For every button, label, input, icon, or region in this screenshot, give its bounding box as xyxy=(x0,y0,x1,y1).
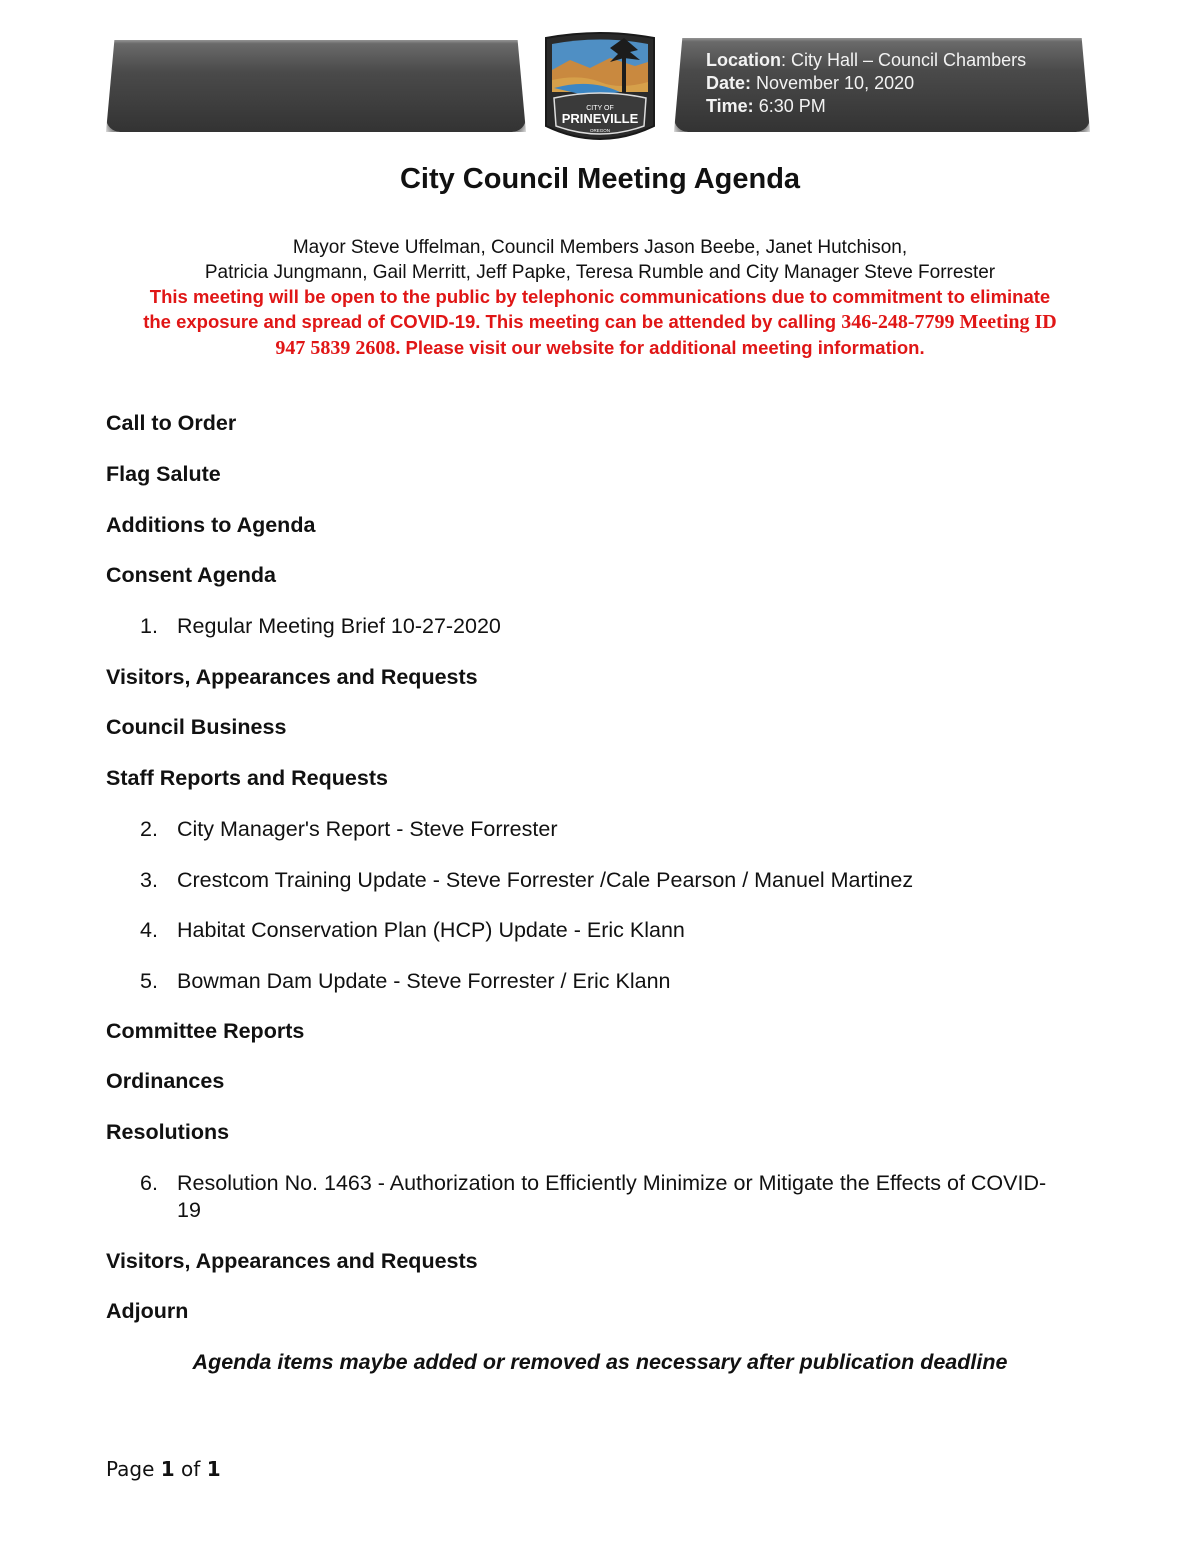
section-consent-agenda: Consent Agenda xyxy=(106,563,277,587)
section-flag-salute: Flag Salute xyxy=(106,462,221,486)
covid-notice: This meeting will be open to the public by telephonic communications due to commitment to eliminate the exposure and spread of COVID-19. This meeting can be attended by calling 346-248-7799 Meeting ID 947 5839 2608. Please visit our website for additional meeting information. xyxy=(143,286,1057,359)
section-additions: Additions to Agenda xyxy=(106,513,316,537)
agenda-item: 5. Bowman Dam Update - Steve Forrester / Eric Klann xyxy=(140,969,671,993)
section-visitors-2: Visitors, Appearances and Requests xyxy=(106,1249,478,1273)
section-ordinances: Ordinances xyxy=(106,1069,225,1093)
agenda-item: 4. Habitat Conservation Plan (HCP) Update - Eric Klann xyxy=(140,918,685,942)
section-council-business: Council Business xyxy=(106,715,287,739)
agenda-item: 6. Resolution No. 1463 - Authorization to Efficiently Minimize or Mitigate the Effects of COVID-19 xyxy=(140,1171,1047,1222)
page-number: Page 1 of 1 xyxy=(106,1457,221,1481)
section-staff-reports: Staff Reports and Requests xyxy=(106,766,388,790)
logo-prineville: PRINEVILLE xyxy=(561,111,639,126)
section-visitors: Visitors, Appearances and Requests xyxy=(106,665,478,689)
section-committee-reports: Committee Reports xyxy=(106,1019,305,1043)
logo-city-of: CITY OF xyxy=(586,105,614,112)
agenda-item: 1. Regular Meeting Brief 10-27-2020 xyxy=(140,614,501,638)
council-members: Mayor Steve Uffelman, Council Members Jason Beebe, Janet Hutchison, Patricia Jungmann, Gail Merritt, Jeff Papke, Teresa Rumble and City Manager Steve Forrester xyxy=(204,237,996,283)
date-line: Date: November 10, 2020 xyxy=(706,73,915,93)
agenda-item: 2. City Manager's Report - Steve Forrester xyxy=(140,817,558,841)
header-banner-left xyxy=(106,40,526,132)
logo-oregon: OREGON xyxy=(589,128,611,133)
location-line: Location: City Hall – Council Chambers xyxy=(706,50,1027,70)
section-adjourn: Adjourn xyxy=(106,1299,189,1323)
agenda-item: 3. Crestcom Training Update - Steve Forrester /Cale Pearson / Manuel Martinez xyxy=(140,868,914,892)
page-title: City Council Meeting Agenda xyxy=(399,163,801,195)
meeting-info xyxy=(706,49,1026,118)
time-line: Time: 6:30 PM xyxy=(706,96,826,116)
section-resolutions: Resolutions xyxy=(106,1120,230,1144)
city-logo xyxy=(540,30,660,146)
footer-note: Agenda items maybe added or removed as necessary after publication deadline xyxy=(192,1350,1008,1374)
section-call-to-order: Call to Order xyxy=(106,411,237,435)
